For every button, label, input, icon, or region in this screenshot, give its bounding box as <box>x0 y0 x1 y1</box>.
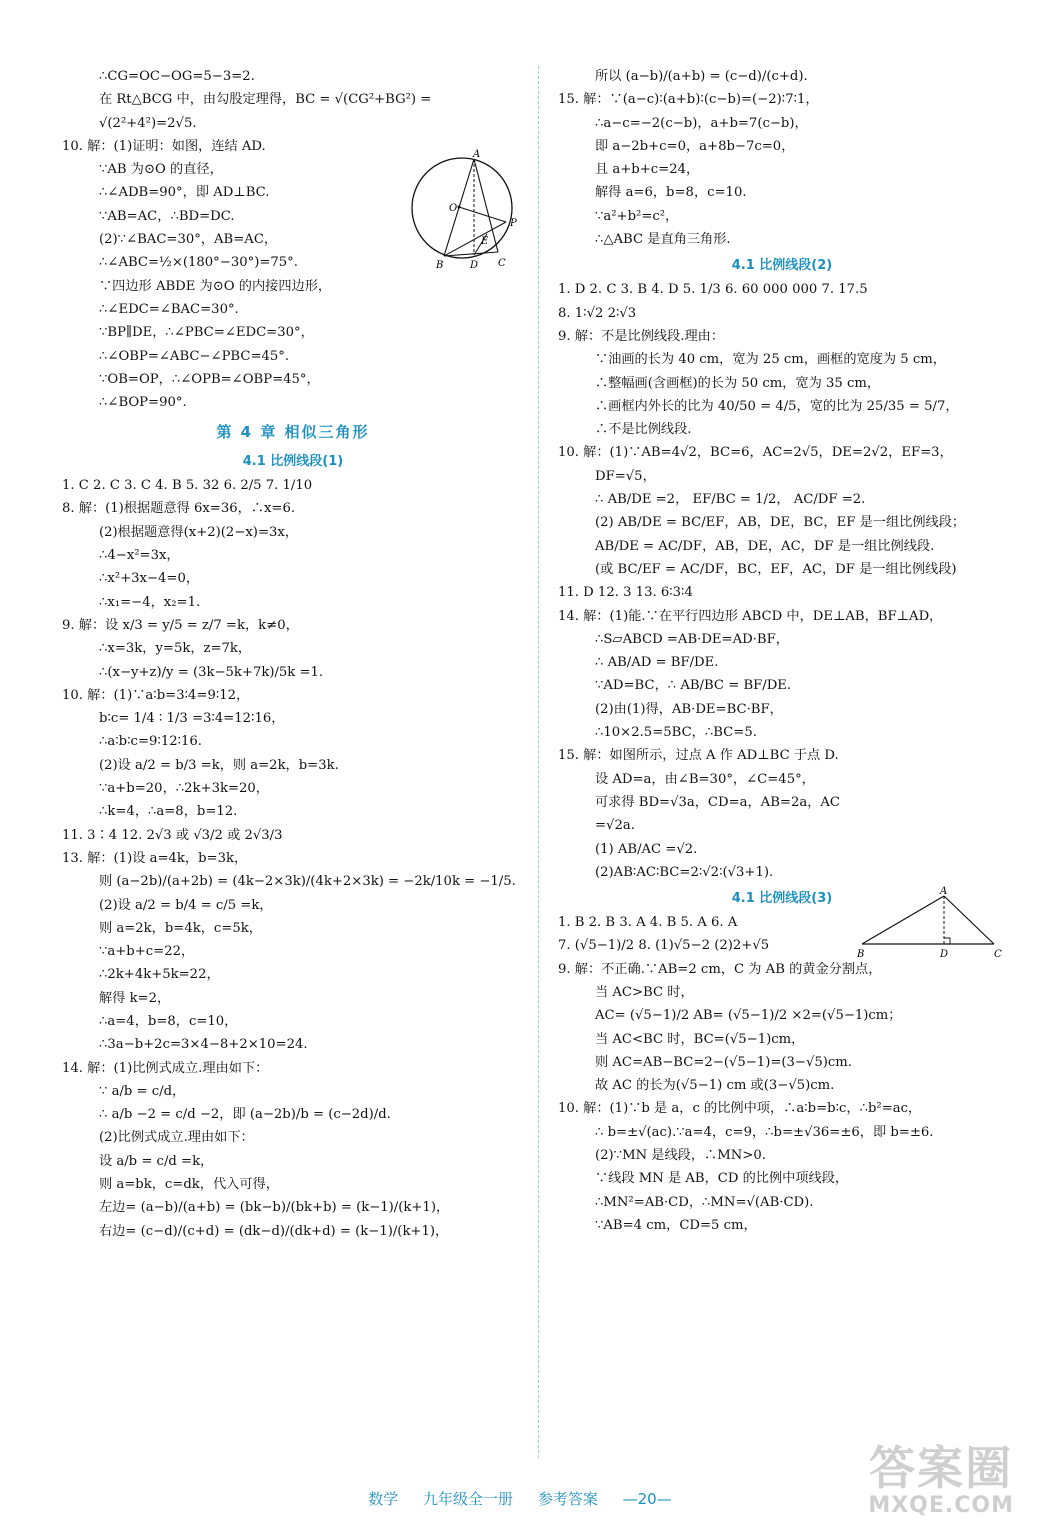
answer-line: 可求得 BD=√3a，CD=a，AB=2a，AC <box>595 794 840 810</box>
answer-line: 8. 解：(1)根据题意得 6x=36，∴x=6. <box>62 501 296 517</box>
answer-line: ∴CG=OC−OG=5−3=2. <box>99 69 255 84</box>
answer-line: ∴4−x²=3x， <box>99 548 180 564</box>
answer-line: (2)比例式成立.理由如下： <box>99 1130 254 1146</box>
circle-figure <box>404 148 530 274</box>
footer-section: 参考答案 <box>537 1490 598 1508</box>
answer-line: ∵AD=BC，∴ AB/BC = BF/DE. <box>595 678 792 694</box>
answer-line: 14. 解：(1)比例式成立.理由如下： <box>62 1060 269 1076</box>
answer-line: 11. 3∶4 12. 2√3 或 √3/2 或 2√3/3 <box>62 827 283 843</box>
answer-line: ∴a=4，b=8，c=10， <box>99 1013 238 1029</box>
answer-line: 则 AC=AB−BC=2−(√5−1)=(3−√5)cm. <box>595 1054 853 1070</box>
answer-line: 10. 解：(1)证明：如图，连结 AD. <box>62 138 266 154</box>
answer-line: ∴△ABC 是直角三角形. <box>595 232 731 248</box>
answer-line: 设 a/b = c/d =k， <box>99 1153 214 1169</box>
answer-line: ∴S▱ABCD =AB·DE=AD·BF， <box>595 631 789 647</box>
answer-line: ∴3a−b+2c=3×4−8+2×10=24. <box>99 1037 308 1053</box>
answer-line: DF=√5， <box>595 468 656 484</box>
answer-line: b∶c= 1/4 ∶ 1/3 =3∶4=12∶16， <box>99 711 285 727</box>
answer-line: ∴10×2.5=5BC，∴BC=5. <box>595 725 757 741</box>
triangle-figure <box>852 884 1012 964</box>
answer-line: (2)设 a/2 = b/3 =k，则 a=2k，b=3k. <box>99 757 339 773</box>
answer-line: (2) AB/DE = BC/EF，AB，DE，BC，EF 是一组比例线段； <box>595 515 966 531</box>
answer-line: 故 AC 的长为(√5−1) cm 或(3−√5)cm. <box>595 1078 835 1094</box>
answer-line: ∵a+b+c=22， <box>99 944 195 960</box>
answer-line: ∴MN²=AB·CD，∴MN=√(AB·CD). <box>595 1194 814 1210</box>
fig2-label: C <box>994 949 1002 960</box>
fig1-label: D <box>470 260 479 271</box>
watermark-text: 答案圈 <box>869 1441 1014 1495</box>
page-number: —20— <box>622 1490 672 1508</box>
answer-line: ∵BP∥DE，∴∠PBC=∠EDC=30°， <box>99 325 314 341</box>
answer-line: ∴画框内外长的比为 40/50 = 4/5，宽的比为 25/35 = 5/7， <box>595 398 959 414</box>
section-heading: 4.1 比例线段(2) <box>731 258 833 274</box>
answer-line: (2)∵∠BAC=30°，AB=AC， <box>99 232 278 248</box>
answer-line: 在 Rt△BCG 中，由勾股定理得，BC = √(CG²+BG²) = <box>99 92 432 108</box>
answer-line: 8. 1∶√2 2∶√3 <box>558 305 637 321</box>
answer-line: ∵AB 为⊙O 的直径， <box>99 162 223 178</box>
answer-line: ∵AB=4 cm，CD=5 cm， <box>595 1217 757 1233</box>
footer-subject: 数学 <box>368 1490 399 1508</box>
answer-line: ∴2k+4k+5k=22， <box>99 967 220 983</box>
answer-line: 15. 解：如图所示，过点 A 作 AD⊥BC 于点 D. <box>558 748 839 764</box>
answer-line: 当 AC<BC 时，BC=(√5−1)cm， <box>595 1031 805 1047</box>
answer-line: ∴x²+3x−4=0， <box>99 571 200 587</box>
answer-line: ∴(x−y+z)/y = (3k−5k+7k)/5k =1. <box>99 664 324 680</box>
chapter-heading: 第 4 章 相似三角形 <box>216 423 370 442</box>
fig1-label: B <box>436 260 444 271</box>
answer-line: 右边= (c−d)/(c+d) = (dk−d)/(dk+d) = (k−1)/(k+1)， <box>99 1223 449 1239</box>
answer-line: 10. 解：(1)∵a∶b=3∶4=9∶12， <box>62 687 250 703</box>
answer-line: ∴ a/b −2 = c/d −2，即 (a−2b)/b = (c−2d)/d. <box>99 1107 391 1123</box>
answer-line: 则 a=bk，c=dk，代入可得， <box>99 1177 279 1193</box>
answer-line: ∴a−c=−2(c−b)，a+b=7(c−b)， <box>595 115 808 131</box>
answer-line: (或 BC/EF = AC/DF，BC，EF，AC，DF 是一组比例线段) <box>595 561 957 577</box>
answer-line: 9. 解：不是比例线段.理由： <box>558 328 725 344</box>
fig2-label: B <box>857 949 865 960</box>
fig1-label: P <box>510 218 517 229</box>
answer-line: 1. C 2. C 3. C 4. B 5. 32 6. 2/5 7. 1/10 <box>62 478 313 494</box>
answer-line: ∵OB=OP，∴∠OPB=∠OBP=45°， <box>99 371 320 387</box>
answer-line: 15. 解：∵(a−c)∶(a+b)∶(c−b)=(−2)∶7∶1， <box>558 92 819 108</box>
answer-line: 11. D 12. 3 13. 6∶3∶4 <box>558 585 693 601</box>
fig1-label: A <box>473 149 481 160</box>
answer-line: ∴∠ABC=½×(180°−30°)=75°. <box>99 255 298 271</box>
answer-line: ∵线段 MN 是 AB，CD 的比例中项线段， <box>595 1171 849 1187</box>
answer-line: (2)由(1)得，AB·DE=BC·BF， <box>595 701 783 717</box>
answer-line: 解得 k=2， <box>99 990 171 1006</box>
watermark-url: MXQE.COM <box>868 1493 1014 1518</box>
answer-line: 左边= (a−b)/(a+b) = (bk−b)/(bk+b) = (k−1)/(k+1)， <box>99 1200 450 1216</box>
answer-line: 设 AD=a，由∠B=30°，∠C=45°， <box>595 771 815 787</box>
right-column <box>558 68 1006 1240</box>
answer-line: ∴x=3k，y=5k，z=7k， <box>99 641 252 657</box>
answer-line: √(2²+4²)=2√5. <box>99 115 197 131</box>
answer-line: =√2a. <box>595 818 635 834</box>
answer-line: (2)AB∶AC∶BC=2∶√2∶(√3+1). <box>595 864 774 880</box>
answer-line: ∵AB=AC，∴BD=DC. <box>99 208 235 224</box>
fig2-label: D <box>940 949 949 960</box>
fig1-label: C <box>498 258 506 269</box>
fig1-label: O <box>449 203 458 214</box>
footer-grade: 九年级全一册 <box>423 1490 514 1508</box>
answer-line: ∴∠EDC=∠BAC=30°. <box>99 301 239 317</box>
answer-line: AC= (√5−1)/2 AB= (√5−1)/2 ×2=(√5−1)cm； <box>595 1008 902 1024</box>
answer-line: 所以 (a−b)/(a+b) = (c−d)/(c+d). <box>595 69 808 84</box>
answer-line: 则 (a−2b)/(a+2b) = (4k−2×3k)/(4k+2×3k) = −2k/10k = −1/5. <box>99 874 516 890</box>
answer-line: ∴k=4，∴a=8，b=12. <box>99 804 238 820</box>
answer-line: ∵油画的长为 40 cm，宽为 25 cm，画框的宽度为 5 cm， <box>595 352 946 368</box>
fig2-label: A <box>940 886 948 897</box>
answer-line: ∵四边形 ABDE 为⊙O 的内接四边形， <box>99 278 332 294</box>
answer-line: AB/DE = AC/DF，AB，DE，AC，DF 是一组比例线段. <box>595 538 935 554</box>
answer-line: 且 a+b+c=24， <box>595 162 700 178</box>
answer-line: ∴不是比例线段. <box>595 422 692 438</box>
answer-line: 13. 解：(1)设 a=4k，b=3k， <box>62 850 248 866</box>
answer-line: ∴ AB/DE =2， EF/BC = 1/2， AC/DF =2. <box>595 492 866 508</box>
watermark-logo <box>868 1443 1014 1518</box>
answer-line: ∴x₁=−4，x₂=1. <box>99 594 201 610</box>
answer-line: ∴ b=±√(ac).∵a=4，c=9，∴b=±√36=±6，即 b=±6. <box>595 1124 934 1140</box>
answer-line: ∴ AB/AD = BF/DE. <box>595 655 719 671</box>
answer-line: (2)设 a/2 = b/4 = c/5 =k， <box>99 897 273 913</box>
answer-line: ∵ a/b = c/d， <box>99 1083 186 1099</box>
answer-line: 10. 解：(1)∵AB=4√2，BC=6，AC=2√5，DE=2√2，EF=3， <box>558 445 953 461</box>
answer-line: 当 AC>BC 时， <box>595 984 694 1000</box>
answer-line: ∴整幅画(含画框)的长为 50 cm，宽为 35 cm， <box>595 375 881 391</box>
answer-line: 则 a=2k，b=4k，c=5k， <box>99 920 262 936</box>
answer-line: (2)∵MN 是线段，∴MN>0. <box>595 1148 766 1164</box>
answer-line: 9. 解：不正确.∵AB=2 cm，C 为 AB 的黄金分割点， <box>558 961 882 977</box>
answer-line: ∴a∶b∶c=9∶12∶16. <box>99 734 203 750</box>
answer-line: 10. 解：(1)∵b 是 a，c 的比例中项，∴a∶b=b∶c，∴b²=ac， <box>558 1101 922 1117</box>
answer-line: ∵a²+b²=c²， <box>595 208 679 224</box>
answer-line: (2)根据题意得(x+2)(2−x)=3x， <box>99 524 299 540</box>
answer-line: 14. 解：(1)能.∵在平行四边形 ABCD 中，DE⊥AB，BF⊥AD， <box>558 608 943 624</box>
answer-line: 解得 a=6，b=8，c=10. <box>595 185 747 201</box>
answer-line: 1. D 2. C 3. B 4. D 5. 1/3 6. 60 000 000 7. 17.5 <box>558 282 868 298</box>
answer-line: 7. (√5−1)/2 8. (1)√5−2 (2)2+√5 <box>558 938 770 954</box>
answer-line: ∴∠ADB=90°，即 AD⊥BC. <box>99 185 270 201</box>
section-heading: 4.1 比例线段(1) <box>242 454 344 470</box>
answer-line: ∴∠BOP=90°. <box>99 395 187 411</box>
answer-line: 9. 解：设 x/3 = y/5 = z/7 =k，k≠0， <box>62 617 299 633</box>
answer-line: 1. B 2. B 3. A 4. B 5. A 6. A <box>558 915 738 931</box>
answer-line: (1) AB/AC =√2. <box>595 841 698 857</box>
answer-line: ∵a+b=20，∴2k+3k=20， <box>99 781 269 797</box>
answer-line: 即 a−2b+c=0，a+8b−7c=0， <box>595 138 795 154</box>
section-heading: 4.1 比例线段(3) <box>731 891 833 907</box>
column-divider <box>538 66 539 1458</box>
fig1-label: E <box>481 236 489 247</box>
answer-line: ∴∠OBP=∠ABC−∠PBC=45°. <box>99 348 290 364</box>
